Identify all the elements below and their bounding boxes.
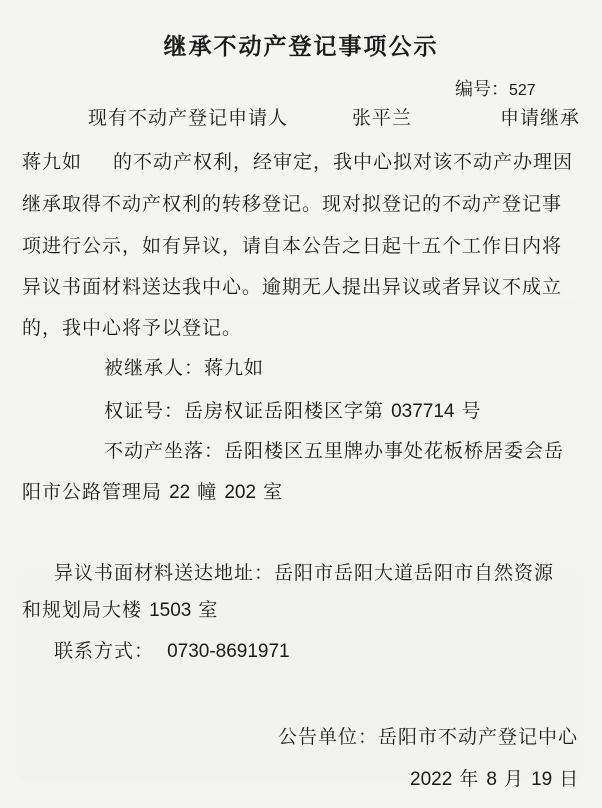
location-building: 22 bbox=[169, 482, 191, 503]
serial-number bbox=[455, 75, 536, 101]
body-line-4: 项进行公示，如有异议，请自本公告之日起十五个工作日内将 bbox=[22, 235, 563, 257]
decedent-name: 蒋九如 bbox=[204, 357, 265, 379]
serial-label: 编号： bbox=[455, 79, 509, 100]
body-line-2-text: 的不动产权利，经审定，我中心拟对该不动产办理因 bbox=[113, 151, 574, 173]
location-mid: 幢 bbox=[197, 481, 218, 503]
objection-label: 异议书面材料送达地址： bbox=[54, 562, 275, 584]
location-room: 202 bbox=[224, 482, 257, 503]
apply-inherit bbox=[500, 103, 580, 130]
location-line-2-prefix: 阳市公路管理局 bbox=[22, 481, 163, 503]
objection-suffix: 室 bbox=[198, 599, 219, 621]
cert-number: 037714 bbox=[391, 401, 455, 422]
contact-label: 联系方式： bbox=[54, 640, 155, 662]
date-day: 19 bbox=[531, 769, 553, 790]
date-row bbox=[410, 764, 579, 791]
contact-row bbox=[54, 636, 290, 663]
decedent-row bbox=[104, 353, 264, 380]
applicant-text: 张平兰 bbox=[352, 107, 413, 129]
location-row-2 bbox=[22, 477, 283, 504]
issuer-row bbox=[278, 722, 578, 749]
body-line-2 bbox=[22, 147, 82, 174]
apply-inherit-text: 申请继承 bbox=[500, 107, 581, 129]
date-year: 2022 bbox=[410, 769, 453, 790]
body-line-2-rest bbox=[113, 147, 573, 174]
location-suffix: 室 bbox=[263, 481, 284, 503]
date-month-unit: 月 bbox=[504, 768, 525, 790]
cert-value-prefix: 岳房权证岳阳楼区字第 bbox=[184, 400, 385, 422]
body-line-6: 的，我中心将予以登记。 bbox=[22, 317, 243, 339]
objection-row-2 bbox=[22, 595, 218, 622]
page-title: 继承不动产登记事项公示 bbox=[163, 34, 439, 60]
serial-value: 527 bbox=[509, 82, 536, 99]
body-line-5: 异议书面材料送达我中心。逾期无人提出异议或者异议不成立 bbox=[22, 276, 563, 298]
certificate-row bbox=[104, 396, 482, 423]
date-month: 8 bbox=[486, 769, 497, 790]
body-line-3: 继承取得不动产权利的转移登记。现对拟登记的不动产登记事 bbox=[22, 193, 563, 215]
objection-row-1 bbox=[54, 558, 554, 585]
intro-prefix: 现有不动产登记申请人 bbox=[88, 107, 289, 129]
body-line-1 bbox=[88, 103, 288, 130]
location-line-1: 岳阳楼区五里牌办事处花板桥居委会岳 bbox=[224, 440, 565, 462]
cert-suffix: 号 bbox=[461, 400, 482, 422]
date-day-unit: 日 bbox=[559, 768, 580, 790]
issuer-name: 岳阳市不动产登记中心 bbox=[378, 726, 579, 748]
location-row-1 bbox=[104, 436, 564, 463]
date-year-unit: 年 bbox=[459, 768, 480, 790]
objection-room: 1503 bbox=[149, 600, 192, 621]
objection-line-1: 岳阳市岳阳大道岳阳市自然资源 bbox=[274, 562, 555, 584]
issuer-label: 公告单位： bbox=[278, 726, 379, 748]
objection-line-2-prefix: 和规划局大楼 bbox=[22, 599, 143, 621]
contact-phone: 0730-8691971 bbox=[167, 641, 290, 662]
decedent-label: 被继承人： bbox=[104, 357, 205, 379]
applicant-name bbox=[352, 103, 412, 130]
location-label: 不动产坐落： bbox=[104, 440, 225, 462]
cert-label: 权证号： bbox=[104, 400, 185, 422]
decedent-in-body: 蒋九如 bbox=[22, 151, 83, 173]
